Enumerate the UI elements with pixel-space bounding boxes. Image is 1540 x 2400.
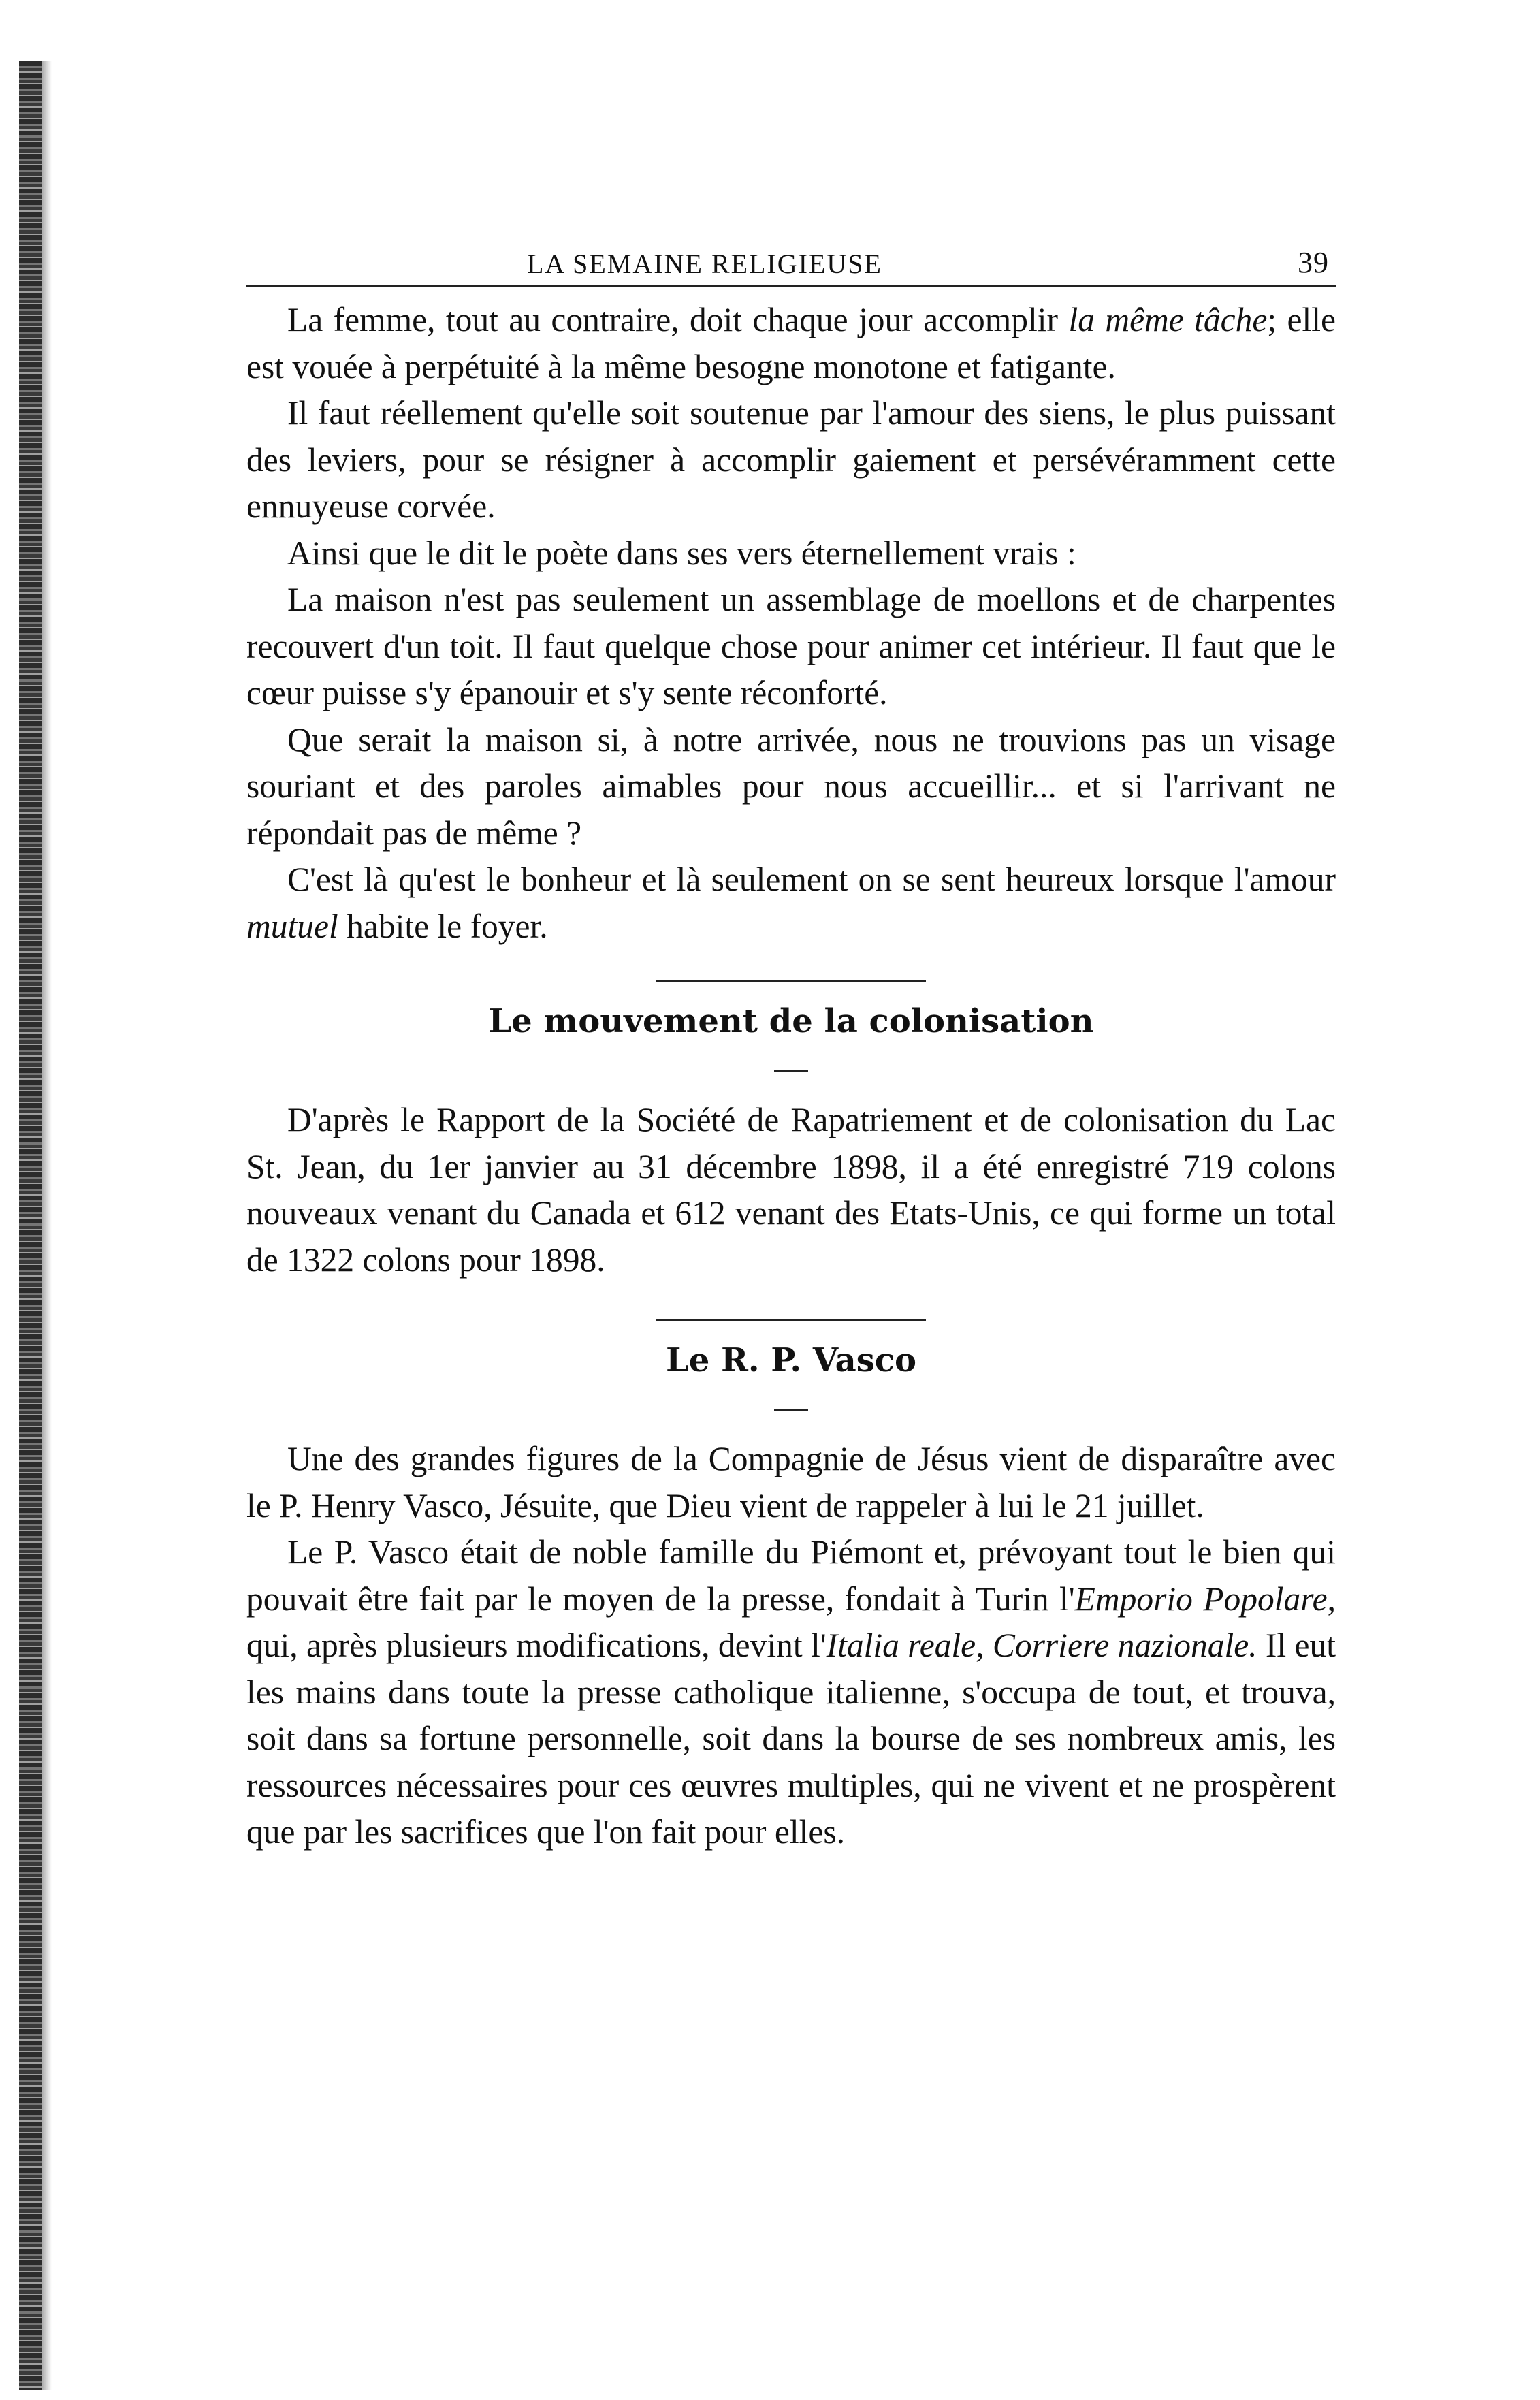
intro-paragraph-3: Ainsi que le dit le poète dans ses vers éternellement vrais : (287, 534, 1076, 572)
running-title: LA SEMAINE RELIGIEUSE (527, 249, 882, 279)
page-number: 39 (1298, 246, 1329, 279)
title-dash (774, 1070, 808, 1072)
colonisation-text (246, 1097, 1336, 1283)
intro-p6-emphasis: mutuel (246, 907, 338, 945)
colonisation-paragraph: D'après le Rapport de la Société de Rapatriement et de colonisation du Lac St. Jean, du 1er janvier au 31 décembre 1898, il a été enregistré 719 colons nouveaux venant du Canada et 612 venant des Etats-Unis, ce qui forme un total de 1322 colons pour 1898. (246, 1101, 1336, 1279)
intro-p6-text-a: C'est là qu'est le bonheur et là seulement on se sent heureux lorsque l'amour (287, 861, 1336, 898)
intro-paragraph-6 (246, 857, 1336, 950)
vasco-paragraph-1: Une des grandes figures de la Compagnie de Jésus vient de disparaître avec le P. Henry Vasco, Jésuite, que Dieu vient de rappeler à lui le 21 juillet. (246, 1440, 1336, 1524)
vasco-p2-text-c: Il eut les mains dans toute la presse catholique italienne, s'occupa de tout, et trouva, soit dans sa fortune personnelle, soit dans la bourse de ses nombreux amis, les ressources nécessaires pour ces œuvres multiples, qui ne vivent et ne prospèrent que par les sacrifices que l'on fait pour elles. (246, 1627, 1336, 1851)
intro-paragraph-4: La maison n'est pas seulement un assemblage de moellons et de charpentes recouvert d'un toit. Il faut quelque chose pour animer cet intérieur. Il faut que le cœur puisse s'y épanouir et s'y sente réconforté. (246, 581, 1336, 711)
vasco-paragraph-2 (246, 1529, 1336, 1856)
vasco-text (246, 1436, 1336, 1856)
vasco-p2-emphasis-1: Emporio Popolare (1074, 1580, 1328, 1618)
section-title-vasco: Le R. P. Vasco (665, 1341, 917, 1379)
section-divider-rule (656, 1319, 926, 1321)
intro-p6-text-b: habite le foyer. (338, 907, 548, 945)
section-divider-rule (656, 980, 926, 982)
intro-paragraph-2: Il faut réellement qu'elle soit soutenue par l'amour des siens, le plus puissant des leviers, pour se résigner à accomplir gaiement et persévéramment cette ennuyeuse corvée. (246, 394, 1336, 525)
title-dash (774, 1409, 808, 1411)
intro-paragraph-1 (246, 297, 1336, 390)
section-title-colonisation: Le mouvement de la colonisation (488, 1002, 1094, 1040)
intro-paragraph-5: Que serait la maison si, à notre arrivée, nous ne trouvions pas un visage souriant et des paroles aimables pour nous accueillir... et si l'arrivant ne répondait pas de même ? (246, 720, 1336, 852)
intro-p1-text-a: La femme, tout au contraire, doit chaque jour accomplir (287, 301, 1069, 338)
vasco-p2-emphasis-2: Italia reale, Corriere nazionale. (826, 1627, 1257, 1664)
intro-p1-text-b: ; elle est vouée à perpétuité à la même besogne monotone et fatigante. (246, 301, 1336, 385)
vasco-p2-text-a: Le P. Vasco était de noble famille du Piémont et, prévoyant tout le bien qui pouvait être fait par le moyen de la presse, fondait à Turin l' (246, 1533, 1336, 1618)
vasco-p2-text-b: , qui, après plusieurs modifications, devint l' (246, 1580, 1336, 1664)
scanned-book-spine-edge (19, 61, 42, 2390)
page (246, 245, 1336, 1856)
running-header (246, 245, 1336, 287)
intro-text (246, 297, 1336, 950)
intro-p1-emphasis: la même tâche (1068, 301, 1268, 338)
